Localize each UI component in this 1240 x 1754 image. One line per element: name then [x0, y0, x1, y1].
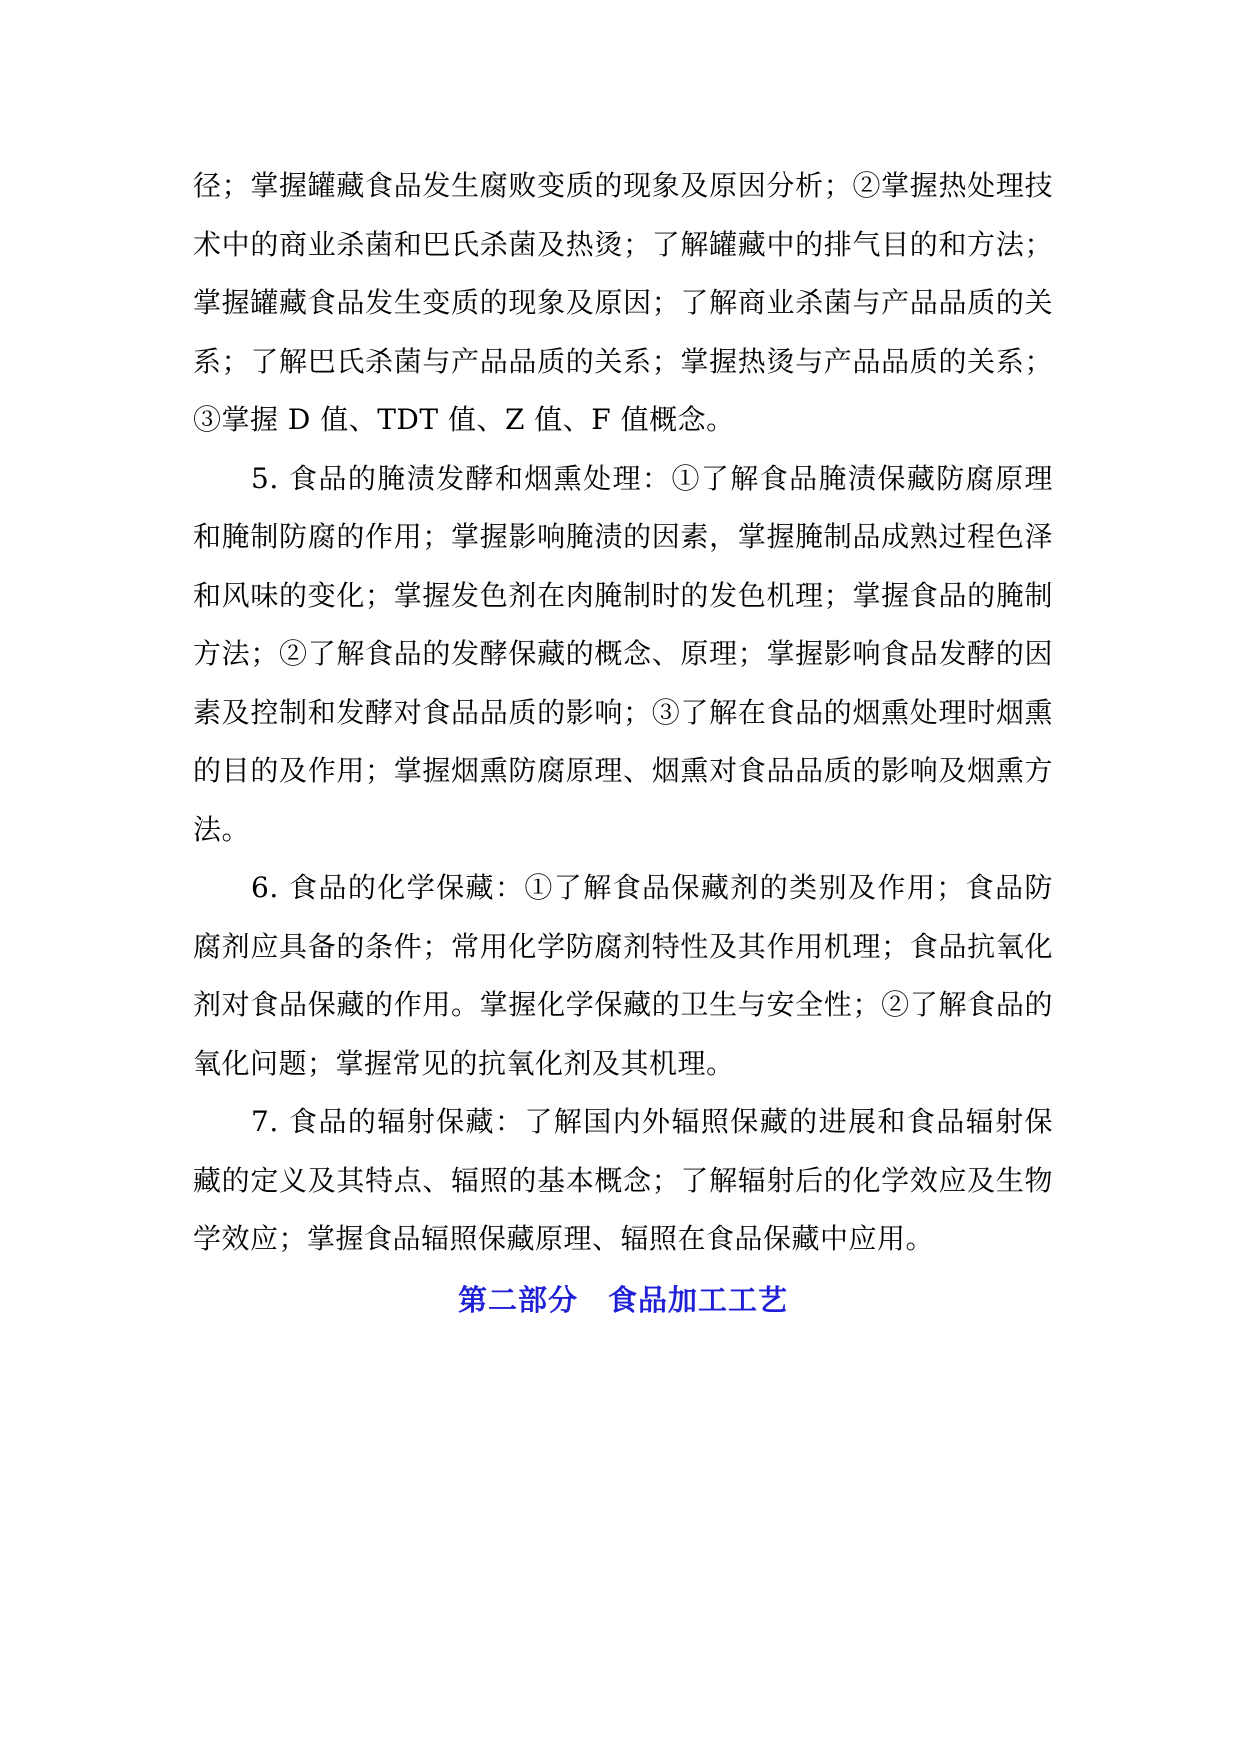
- section-heading: 第二部分 食品加工工艺: [457, 1282, 788, 1317]
- paragraph-item-7: 7. 食品的辐射保藏：了解国内外辐照保藏的进展和食品辐射保藏的定义及其特点、辐照的基本概念；了解辐射后的化学效应及生物学效应；掌握食品辐照保藏原理、辐照在食品保藏中应用。: [193, 1105, 1053, 1255]
- paragraph-continued: 径；掌握罐藏食品发生腐败变质的现象及原因分析；②掌握热处理技术中的商业杀菌和巴氏杀菌及热烫；了解罐藏中的排气目的和方法；掌握罐藏食品发生变质的现象及原因；了解商业杀菌与产品品质的关系；了解巴氏杀菌与产品品质的关系；掌握热烫与产品品质的关系；③掌握 D 值、TDT 值、Z 值、F 值概念。: [193, 169, 1053, 436]
- document-page: [193, 157, 1053, 1329]
- paragraph-item-5: 5. 食品的腌渍发酵和烟熏处理：①了解食品腌渍保藏防腐原理和腌制防腐的作用；掌握影响腌渍的因素，掌握腌制品成熟过程色泽和风味的变化；掌握发色剂在肉腌制时的发色机理；掌握食品的腌制方法；②了解食品的发酵保藏的概念、原理；掌握影响食品发酵的因素及控制和发酵对食品品质的影响；③了解在食品的烟熏处理时烟熏的目的及作用；掌握烟熏防腐原理、烟熏对食品品质的影响及烟熏方法。: [193, 461, 1053, 846]
- paragraph-item-6: 6. 食品的化学保藏：①了解食品保藏剂的类别及作用；食品防腐剂应具备的条件；常用化学防腐剂特性及其作用机理；食品抗氧化剂对食品保藏的作用。掌握化学保藏的卫生与安全性；②了解食品的氧化问题；掌握常见的抗氧化剂及其机理。: [193, 871, 1053, 1080]
